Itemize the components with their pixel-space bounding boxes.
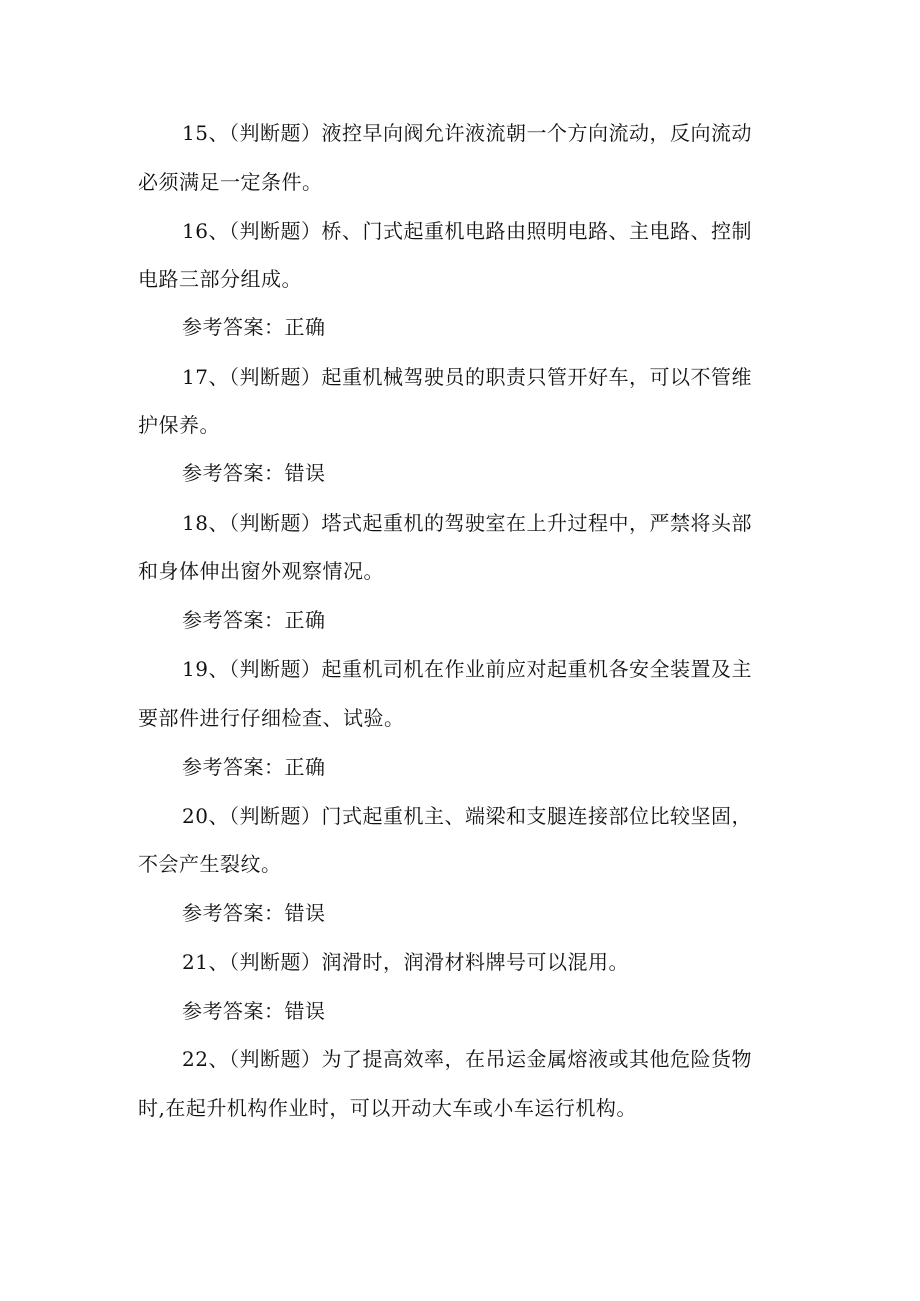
answer-16: 参考答案：正确 [182, 315, 326, 339]
question-15-line-1: 15、（判断题）液控早向阀允许液流朝一个方向流动，反向流动 [182, 121, 752, 145]
question-20-line-2: 不会产生裂纹。 [138, 852, 282, 876]
question-16-line-1: 16、（判断题）桥、门式起重机电路由照明电路、主电路、控制 [182, 219, 752, 243]
answer-19: 参考答案：正确 [182, 755, 326, 779]
question-21-line-1: 21、（判断题）润滑时，润滑材料牌号可以混用。 [182, 950, 629, 974]
question-17-line-1: 17、（判断题）起重机械驾驶员的职责只管开好车，可以不管维 [182, 365, 752, 389]
answer-20: 参考答案：错误 [182, 901, 326, 925]
question-22-line-1: 22、（判断题）为了提高效率，在吊运金属熔液或其他危险货物 [182, 1047, 752, 1071]
question-22-line-2: 时,在起升机构作业时，可以开动大车或小车运行机构。 [138, 1096, 637, 1120]
question-18-line-2: 和身体伸出窗外观察情况。 [138, 559, 384, 583]
question-19-line-2: 要部件进行仔细检查、试验。 [138, 706, 405, 730]
question-15-line-2: 必须满足一定条件。 [138, 170, 323, 194]
question-18-line-1: 18、（判断题）塔式起重机的驾驶室在上升过程中，严禁将头部 [182, 511, 752, 535]
question-16-line-2: 电路三部分组成。 [138, 267, 302, 291]
question-20-line-1: 20、（判断题）门式起重机主、端梁和支腿连接部位比较坚固， [182, 804, 752, 828]
question-19-line-1: 19、（判断题）起重机司机在作业前应对起重机各安全装置及主 [182, 657, 752, 681]
answer-18: 参考答案：正确 [182, 608, 326, 632]
answer-17: 参考答案：错误 [182, 461, 326, 485]
answer-21: 参考答案：错误 [182, 999, 326, 1023]
question-17-line-2: 护保养。 [138, 413, 220, 437]
